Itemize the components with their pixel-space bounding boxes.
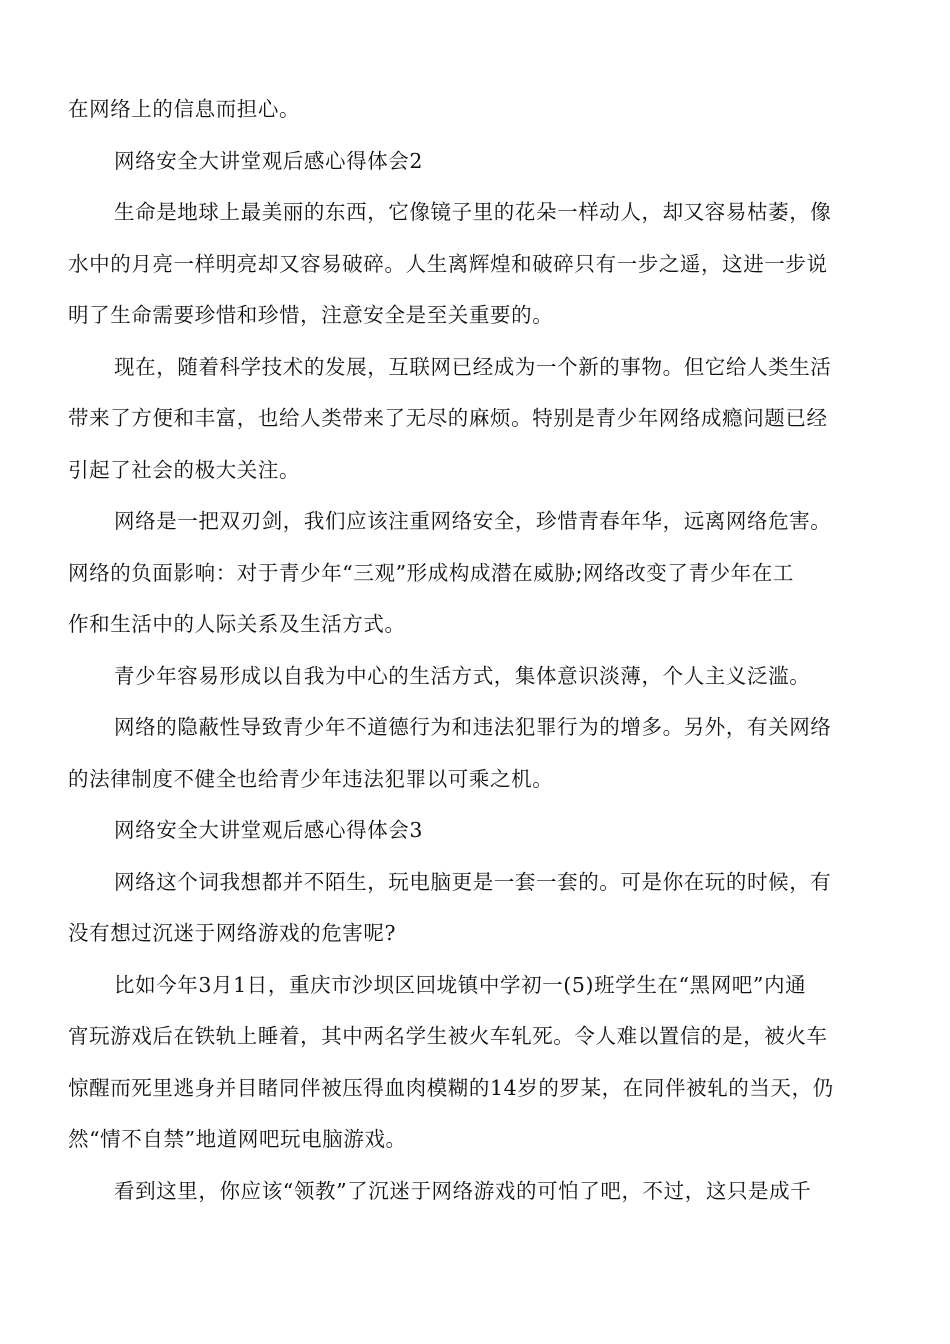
section-heading: 网络安全大讲堂观后感心得体会2: [114, 148, 424, 173]
text-line: 现在，随着科学技术的发展，互联网已经成为一个新的事物。但它给人类生活: [114, 354, 832, 379]
text-line: 没有想过沉迷于网络游戏的危害呢?: [68, 921, 397, 945]
text-line: 作和生活中的人际关系及生活方式。: [68, 612, 406, 636]
text-line: 惊醒而死里逃身并目睹同伴被压得血肉模糊的14岁的罗某，在同伴被轧的当天，仍: [68, 1075, 834, 1100]
text-line: 网络是一把双刃剑，我们应该注重网络安全，珍惜青春年华，远离网络危害。: [114, 509, 832, 533]
text-line: 比如今年3月1日，重庆市沙坝区回垅镇中学初一(5)班学生在“黑网吧”内通: [114, 972, 807, 997]
text-line: 网络的负面影响：对于青少年“三观”形成构成潜在威胁;网络改变了青少年在工: [68, 560, 794, 585]
document-body: [68, 84, 884, 1217]
text-line: 水中的月亮一样明亮却又容易破碎。人生离辉煌和破碎只有一步之遥，这进一步说: [68, 251, 828, 276]
text-line: 生命是地球上最美丽的东西，它像镜子里的花朵一样动人，却又容易枯萎，像: [114, 200, 832, 224]
text-line: 引起了社会的极大关注。: [68, 457, 301, 482]
text-line: 网络这个词我想都并不陌生，玩电脑更是一套一套的。可是你在玩的时候，有: [114, 869, 832, 894]
text-line: 明了生命需要珍惜和珍惜，注意安全是至关重要的。: [68, 303, 554, 327]
text-line: 宵玩游戏后在铁轨上睡着，其中两名学生被火车轧死。令人难以置信的是，被火车: [68, 1024, 828, 1048]
text-line: 网络的隐蔽性导致青少年不道德行为和违法犯罪行为的增多。另外，有关网络: [114, 715, 832, 739]
text-line: 在网络上的信息而担心。: [68, 97, 301, 121]
text-line: 的法律制度不健全也给青少年违法犯罪以可乘之机。: [68, 766, 554, 791]
section-heading: 网络安全大讲堂观后感心得体会3: [114, 818, 424, 842]
text-line: 看到这里，你应该“领教”了沉迷于网络游戏的可怕了吧，不过，这只是成千: [114, 1178, 812, 1203]
text-line: 然“情不自禁”地道网吧玩电脑游戏。: [68, 1127, 407, 1151]
text-line: 带来了方便和丰富，也给人类带来了无尽的麻烦。特别是青少年网络成瘾问题已经: [68, 406, 828, 430]
text-line: 青少年容易形成以自我为中心的生活方式，集体意识淡薄，个人主义泛滥。: [114, 663, 811, 688]
